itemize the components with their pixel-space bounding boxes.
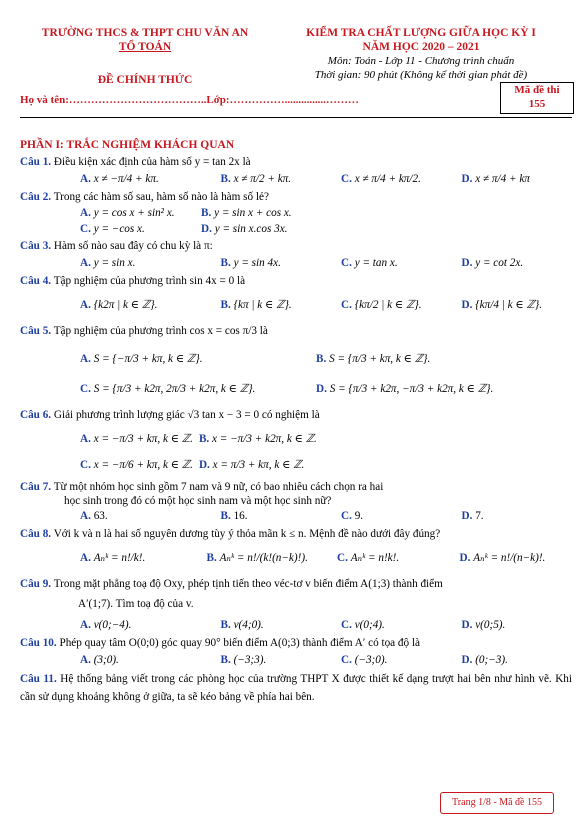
option-c: (−3;0).: [354, 654, 388, 667]
question-text: Điều kiện xác định của hàm số y = tan 2x là: [53, 156, 251, 169]
option-letter: A.: [80, 433, 91, 446]
question-7-cont: học sinh trong đó có một học sinh nam và một học sinh nữ?: [64, 495, 332, 508]
option-letter: A.: [80, 552, 91, 565]
option-letter: C.: [341, 510, 352, 523]
header-right: [268, 26, 574, 82]
option-c: Aₙᵏ = n!k!.: [350, 552, 400, 565]
question-7: [20, 480, 572, 494]
option-letter: A.: [80, 619, 91, 632]
divider: [20, 117, 572, 118]
option-letter: A.: [80, 299, 91, 312]
exam-title: KIỂM TRA CHẤT LƯỢNG GIỮA HỌC KỲ I: [306, 27, 536, 39]
question-text: Tập nghiệm của phương trình cos x = cos π/3 là: [53, 325, 268, 338]
question-1: [20, 155, 572, 169]
question-4: [20, 274, 572, 288]
option-a: S = {−π/3 + kπ, k ∈ ℤ}.: [93, 353, 203, 366]
options: [20, 618, 572, 632]
option-letter: C.: [341, 654, 352, 667]
option-c: 9.: [354, 510, 364, 523]
question-text: Hệ thống bảng viết trong các phòng học của trường THPT X được thiết kế dạng trượt hai bên như hình vẽ. Khi cần sử dụng khoảng không ở giữa, ta sẽ kéo bảng về phía hai bên.: [20, 673, 573, 703]
option-d: 7.: [475, 510, 484, 523]
question-label: Câu 3.: [20, 240, 52, 253]
question-8: [20, 527, 572, 541]
option-c: y = −cos x.: [93, 223, 145, 236]
option-b: x = −π/3 + k2π, k ∈ ℤ.: [212, 433, 317, 446]
options: [20, 653, 572, 667]
student-name-line: Họ và tên:………………………………..Lớp:……………...............………: [20, 94, 359, 106]
option-d: y = sin x.cos 3x.: [214, 223, 288, 236]
question-label: Câu 9.: [20, 578, 52, 591]
option-d: v(0;5).: [475, 619, 506, 632]
options: [20, 172, 572, 186]
option-letter: B.: [220, 510, 231, 523]
option-b: v(4;0).: [233, 619, 264, 632]
option-b: x ≠ π/2 + kπ.: [233, 173, 292, 186]
option-b: 16.: [233, 510, 248, 523]
question-2: [20, 190, 572, 204]
options: [20, 256, 572, 270]
question-6: [20, 408, 572, 422]
option-letter: C.: [80, 383, 91, 396]
question-label: Câu 4.: [20, 275, 52, 288]
option-b: Aₙᵏ = n!/(k!(n−k)!).: [219, 552, 308, 565]
subject: Môn: Toán - Lớp 11 - Chương trình chuẩn: [327, 54, 515, 67]
question-10: [20, 636, 572, 650]
school-year: NĂM HỌC 2020 – 2021: [362, 41, 480, 54]
option-letter: D.: [198, 459, 210, 472]
option-c: x ≠ π/4 + kπ/2.: [354, 173, 421, 186]
option-letter: D.: [461, 510, 473, 523]
option-letter: C.: [80, 459, 91, 472]
department: TỔ TOÁN: [118, 41, 172, 54]
options: [20, 551, 572, 565]
official-label: ĐỀ CHÍNH THỨC: [97, 73, 193, 86]
option-b: (−3;3).: [233, 654, 267, 667]
options: [80, 432, 572, 472]
option-a: (3;0).: [93, 654, 119, 667]
option-letter: A.: [80, 257, 91, 270]
option-letter: C.: [341, 299, 352, 312]
option-a: x = −π/3 + kπ, k ∈ ℤ.: [93, 433, 193, 446]
question-label: Câu 1.: [20, 156, 52, 169]
option-letter: B.: [201, 207, 212, 220]
page-footer: Trang 1/8 - Mã đề 155: [440, 792, 554, 814]
option-letter: D.: [461, 299, 473, 312]
question-text: Với k và n là hai số nguyên dương tùy ý thỏa mãn k ≤ n. Mệnh đề nào dưới đây đúng?: [53, 528, 441, 541]
option-letter: A.: [80, 654, 91, 667]
question-text: Trong mặt phẳng toạ độ Oxy, phép tịnh tiến theo véc-tơ v biến điểm A(1;3) thành điểm: [53, 578, 443, 591]
option-letter: B.: [220, 257, 231, 270]
option-letter: D.: [461, 619, 473, 632]
option-letter: A.: [80, 173, 91, 186]
option-d: (0;−3).: [475, 654, 508, 667]
exam-code-value: 155: [528, 98, 546, 110]
question-text: Trong các hàm số sau, hàm số nào là hàm số lẻ?: [53, 191, 269, 204]
option-letter: C.: [80, 223, 91, 236]
option-letter: D.: [201, 223, 212, 236]
questions: [20, 138, 572, 706]
option-a: x ≠ −π/4 + kπ.: [93, 173, 159, 186]
option-d: Aₙᵏ = n!/(n−k)!.: [473, 552, 546, 565]
header-left: [20, 26, 270, 87]
exam-code-box: [500, 82, 574, 114]
option-letter: C.: [341, 619, 352, 632]
option-letter: B.: [220, 299, 231, 312]
option-a: v(0;−4).: [93, 619, 132, 632]
option-a: {k2π | k ∈ ℤ}.: [93, 299, 158, 312]
question-label: Câu 11.: [20, 673, 57, 686]
option-letter: C.: [337, 552, 348, 565]
question-text: Tập nghiệm của phương trình sin 4x = 0 là: [53, 275, 246, 288]
option-c: x = −π/6 + kπ, k ∈ ℤ.: [93, 459, 193, 472]
options: [80, 352, 572, 396]
option-b: y = sin x + cos x.: [214, 207, 292, 220]
option-letter: D.: [316, 383, 327, 396]
option-letter: B.: [206, 552, 217, 565]
options: [20, 509, 572, 523]
question-3: [20, 239, 572, 253]
exam-code-label: Mã đề thi: [514, 84, 560, 96]
option-letter: C.: [341, 257, 352, 270]
option-letter: B.: [198, 433, 210, 446]
part-title: PHẦN I: TRẮC NGHIỆM KHÁCH QUAN: [20, 139, 235, 151]
question-label: Câu 5.: [20, 325, 52, 338]
option-d: S = {π/3 + k2π, −π/3 + k2π, k ∈ ℤ}.: [329, 383, 494, 396]
question-label: Câu 6.: [20, 409, 52, 422]
option-letter: B.: [220, 619, 231, 632]
question-5: [20, 324, 572, 338]
option-c: y = tan x.: [354, 257, 398, 270]
option-d: x = π/3 + kπ, k ∈ ℤ.: [212, 459, 305, 472]
option-letter: D.: [461, 173, 473, 186]
question-11: [20, 671, 572, 706]
option-letter: D.: [459, 552, 471, 565]
option-b: S = {π/3 + kπ, k ∈ ℤ}.: [329, 353, 431, 366]
question-9-cont: A′(1;7). Tìm toạ độ của v.: [78, 598, 194, 611]
school-name: TRƯỜNG THCS & THPT CHU VĂN AN: [41, 27, 249, 39]
option-letter: B.: [316, 353, 327, 366]
options: [80, 206, 572, 236]
option-a: 63.: [93, 510, 108, 523]
option-b: {kπ | k ∈ ℤ}.: [233, 299, 292, 312]
option-letter: B.: [220, 173, 231, 186]
question-label: Câu 8.: [20, 528, 52, 541]
option-c: S = {π/3 + k2π, 2π/3 + k2π, k ∈ ℤ}.: [93, 383, 256, 396]
option-a: y = sin x.: [93, 257, 136, 270]
option-a: Aₙᵏ = n!/k!.: [93, 552, 146, 565]
option-d: y = cot 2x.: [475, 257, 524, 270]
exam-time: Thời gian: 90 phút (Không kể thời gian phát đề): [314, 68, 528, 81]
option-d: x ≠ π/4 + kπ: [475, 173, 530, 186]
question-text: Hàm số nào sau đây có chu kỳ là π:: [53, 240, 213, 253]
option-letter: D.: [461, 654, 473, 667]
options: [20, 298, 572, 312]
option-letter: A.: [80, 207, 91, 220]
option-d: {kπ/4 | k ∈ ℤ}.: [475, 299, 543, 312]
option-c: v(0;4).: [354, 619, 385, 632]
option-a: y = cos x + sin² x.: [93, 207, 175, 220]
question-text: Giải phương trình lượng giác √3 tan x − 3 = 0 có nghiệm là: [53, 409, 320, 422]
option-b: y = sin 4x.: [233, 257, 281, 270]
question-text: Phép quay tâm O(0;0) góc quay 90° biến điểm A(0;3) thành điểm A′ có tọa độ là: [59, 637, 420, 650]
option-c: {kπ/2 | k ∈ ℤ}.: [354, 299, 422, 312]
option-letter: D.: [461, 257, 473, 270]
question-text: Từ một nhóm học sinh gồm 7 nam và 9 nữ, có bao nhiêu cách chọn ra hai: [53, 481, 384, 494]
option-letter: B.: [220, 654, 231, 667]
option-letter: C.: [341, 173, 352, 186]
option-letter: A.: [80, 510, 91, 523]
question-9: [20, 577, 572, 591]
question-label: Câu 10.: [20, 637, 57, 650]
question-label: Câu 7.: [20, 481, 52, 494]
question-label: Câu 2.: [20, 191, 52, 204]
option-letter: A.: [80, 353, 91, 366]
